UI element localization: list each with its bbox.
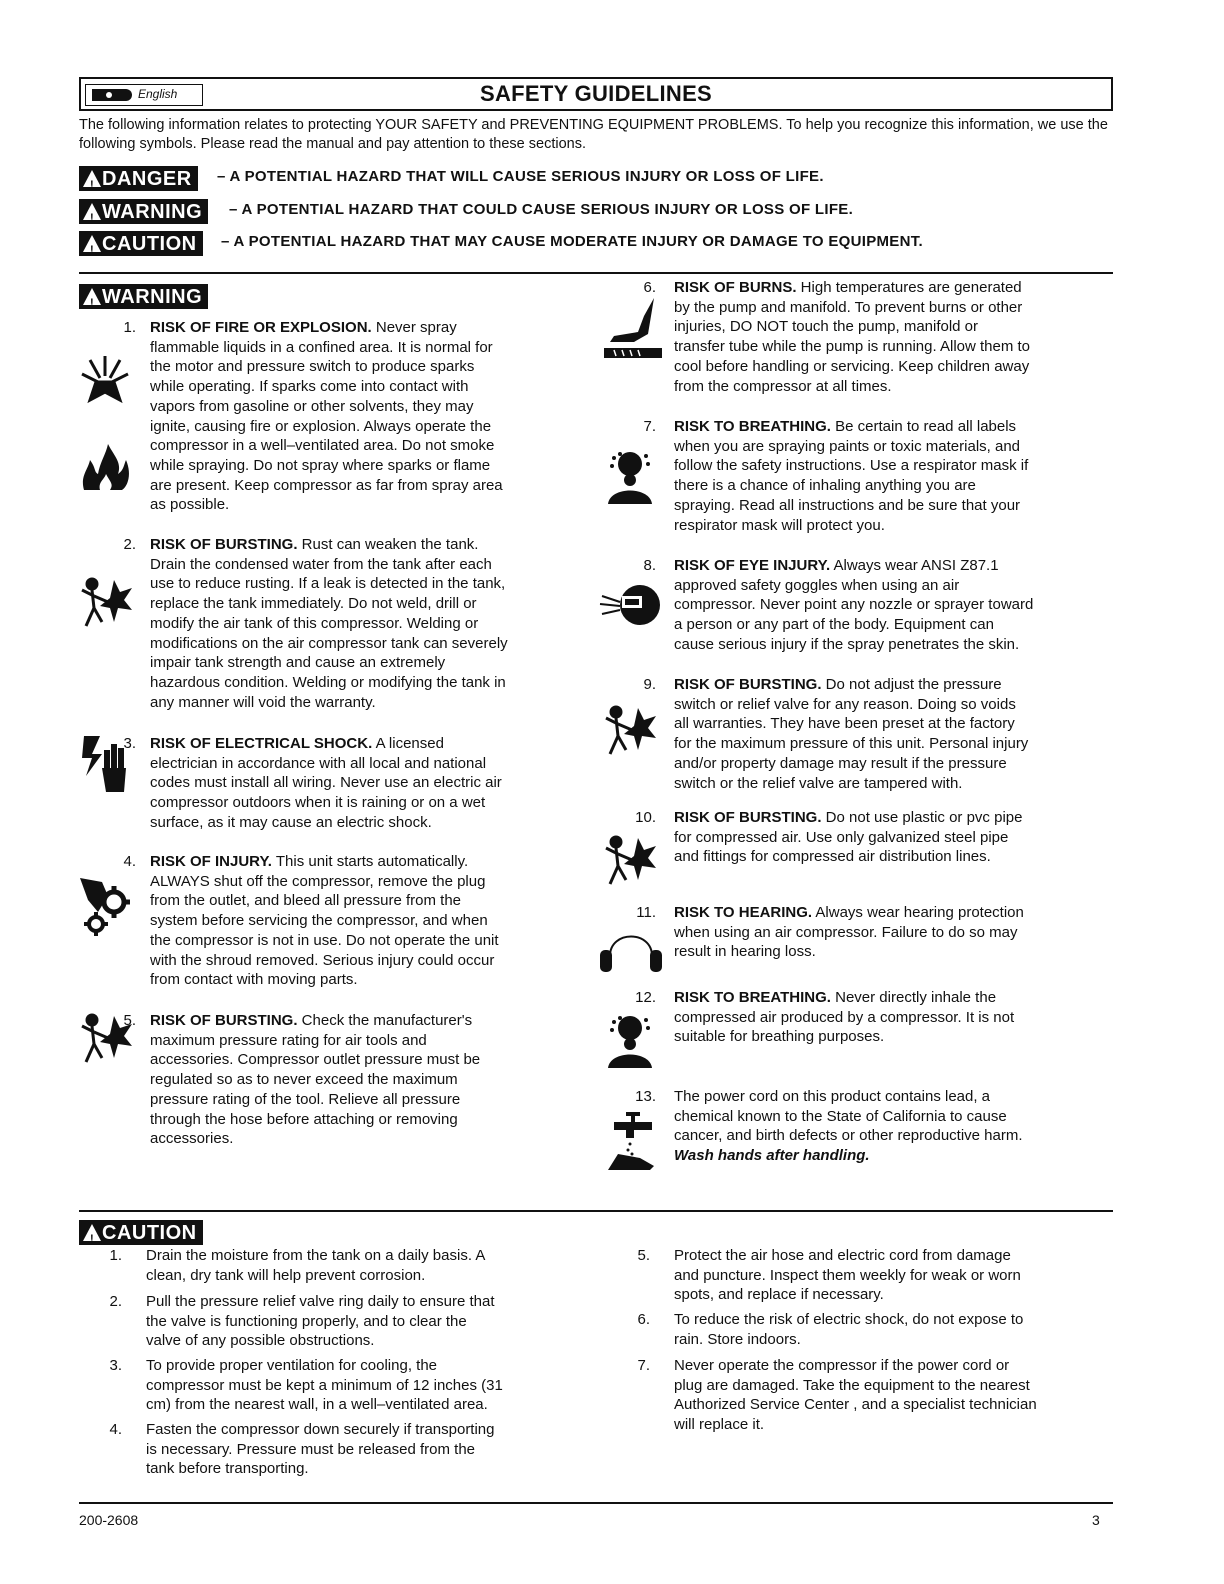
caution-definition: – A POTENTIAL HAZARD THAT MAY CAUSE MODERATE INJURY OR DAMAGE TO EQUIPMENT. [221, 233, 923, 250]
hot-surface-icon [604, 296, 662, 358]
burst-icon [602, 702, 658, 758]
alert-triangle-icon [83, 170, 101, 187]
alert-triangle-icon [83, 235, 101, 252]
caution-signal-badge: !CAUTION [79, 231, 203, 256]
burst-icon [78, 574, 134, 630]
alert-triangle-icon [83, 288, 101, 305]
caution-section-badge: !CAUTION [79, 1220, 203, 1245]
respirator-icon [604, 446, 656, 504]
spark-icon [78, 352, 132, 406]
warning-definition: – A POTENTIAL HAZARD THAT COULD CAUSE SERIOUS INJURY OR LOSS OF LIFE. [229, 201, 854, 218]
section-divider [79, 1210, 1113, 1212]
danger-definition: – A POTENTIAL HAZARD THAT WILL CAUSE SERIOUS INJURY OR LOSS OF LIFE. [217, 168, 824, 185]
page-title: SAFETY GUIDELINES [479, 81, 713, 106]
header-box [79, 77, 1113, 111]
document-number: 200-2608 [79, 1512, 139, 1528]
flame-icon [78, 440, 132, 494]
wash-hands-icon [604, 1110, 658, 1172]
burst-icon [602, 832, 658, 888]
danger-signal-badge: !DANGER [79, 166, 198, 191]
section-divider [79, 272, 1113, 274]
respirator-icon [604, 1010, 656, 1068]
intro-paragraph: The following information relates to protecting YOUR SAFETY and PREVENTING EQUIPMENT PROBLEMS. To help you recognize this information, we use the following symbols. Please read the manual and pay attention to these sections. [79, 117, 1108, 152]
ear-protection-icon [598, 926, 664, 976]
warning-section-badge: !WARNING [79, 284, 208, 309]
footer-rule [79, 1502, 1113, 1504]
moving-parts-icon [78, 872, 134, 936]
language-label: English [138, 87, 178, 101]
warning-signal-badge: !WARNING [79, 199, 208, 224]
page-number: 3 [1092, 1512, 1100, 1528]
alert-triangle-icon [83, 203, 101, 220]
alert-triangle-icon [83, 1224, 101, 1241]
eye-protection-icon [598, 584, 662, 626]
